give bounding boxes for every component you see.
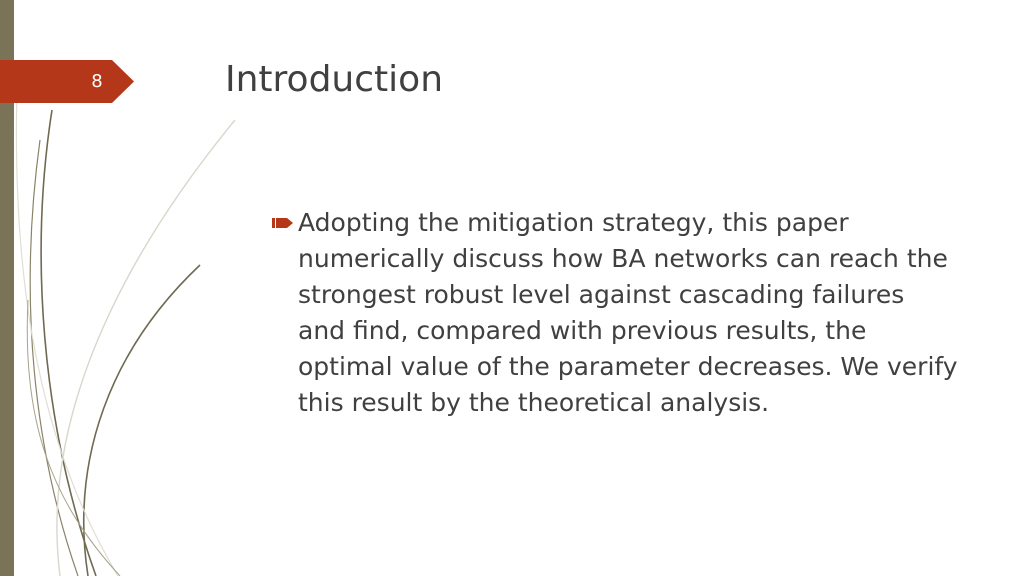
bullet-item [272, 205, 972, 421]
slide-content [272, 205, 972, 421]
slide-title: Introduction [225, 59, 444, 100]
pencil-bullet-icon [272, 205, 298, 241]
bullet-text: Adopting the mitigation strategy, this paper numerically discuss how BA networks can reach the strongest robust level against cascading failures and find, compared with previous results, the optimal value of the parameter decreases. We verify this result by the theoretical analysis. [298, 208, 958, 417]
page-number: 8 [91, 71, 103, 92]
